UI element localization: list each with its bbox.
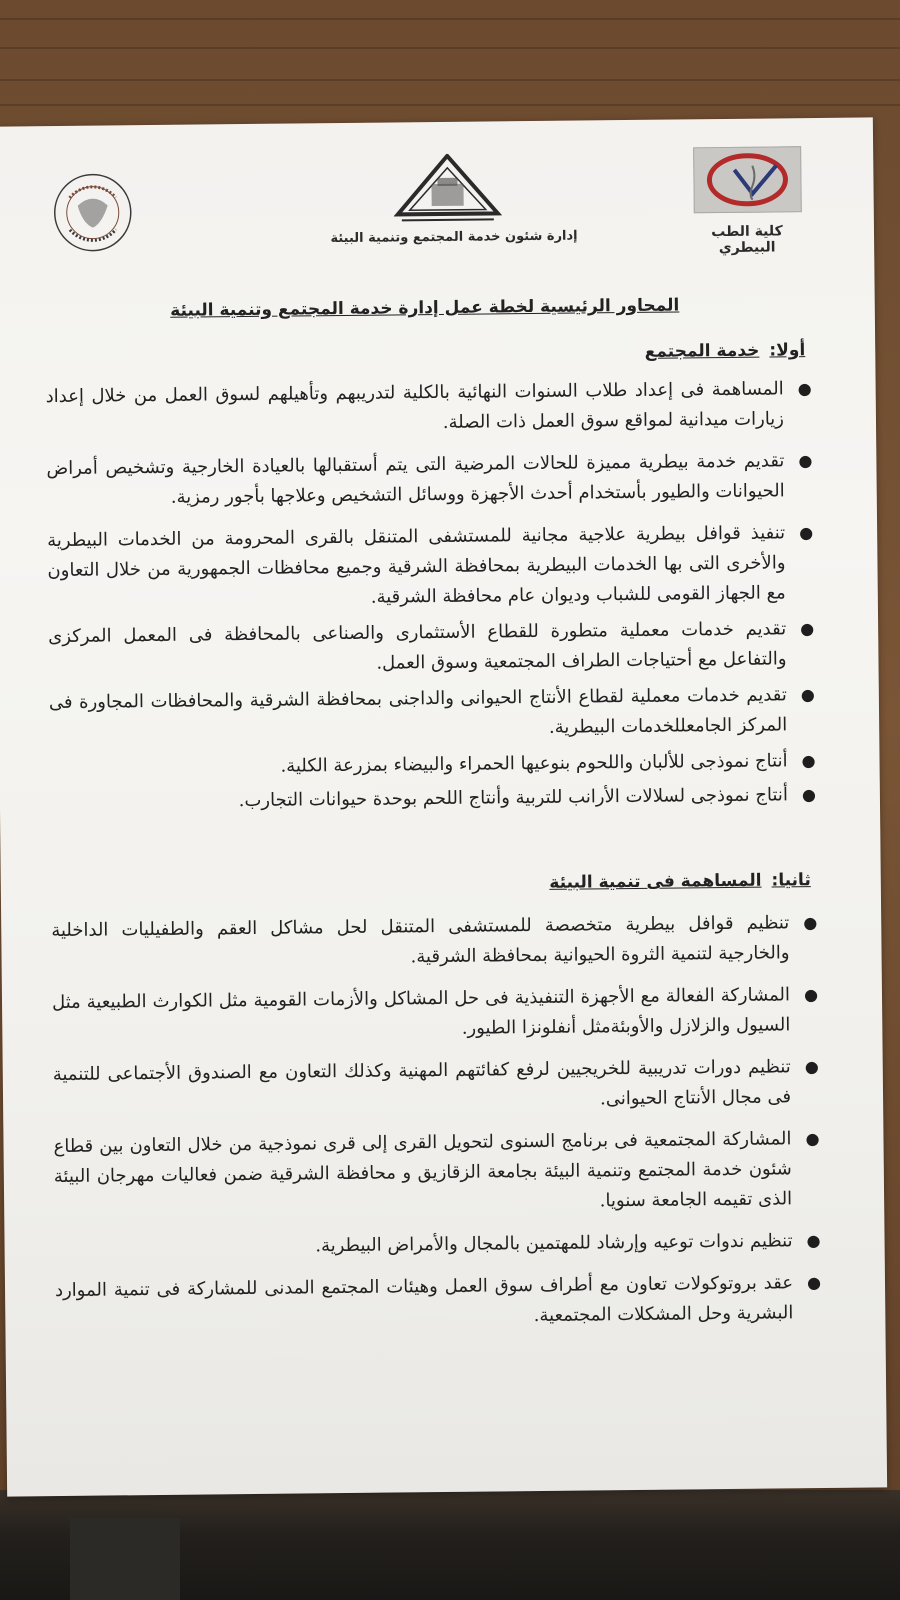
bullet-icon: ●: [806, 1273, 822, 1293]
list-item-text: المشاركة الفعالة مع الأجهزة التنفيذية فى حل المشاكل والأزمات القومية مثل الكوارث الطبيعية مثل السيول والزلازل والأوبئةمثل أنفلونزا الطيور.: [51, 984, 791, 1039]
section-title: المساهمة فى تنمية البيئة: [549, 870, 762, 893]
bullet-icon: ●: [800, 685, 815, 705]
bullet-icon: ●: [799, 523, 814, 543]
document-page: [0, 117, 887, 1496]
faculty-name: كلية الطب البيطري: [711, 223, 783, 257]
list-item-text: أنتاج نموذجى لسلالات الأرانب للتربية وأنتاج اللحم بوحدة حيوانات التجارب.: [238, 784, 789, 812]
bullet-icon: ●: [801, 785, 816, 805]
bullet-icon: ●: [800, 619, 815, 639]
bullet-icon: ●: [805, 1129, 820, 1149]
floor-tile: [70, 1518, 180, 1600]
list-item: [48, 614, 819, 682]
bullet-icon: ●: [803, 913, 818, 933]
list-item: [50, 780, 820, 818]
wood-grain: [0, 104, 900, 106]
list-item-text: المشاركة المجتمعية فى برنامج السنوى لتحويل القرى إلى قرى نموذجية من خلال التعاون بين قطاع شئون خدمة المجتمع وتنمية البيئة بجامعة الزقازيق و محافظة الشرقية ضمن فعاليات مهرجان البيئة الذى تقيمه الجامعة سنويا.: [53, 1128, 793, 1212]
university-emblem: [393, 153, 502, 224]
document-title: المحاور الرئيسية لخطة عمل إدارة خدمة المجتمع وتنمية البيئة: [170, 295, 680, 321]
bullet-icon: ●: [801, 751, 816, 771]
section-heading-community-service: [645, 340, 806, 362]
accreditation-seal: [49, 169, 136, 256]
list-item: [53, 1124, 824, 1222]
wood-grain: [0, 18, 900, 20]
list-item: [53, 1052, 824, 1120]
list-item: [51, 908, 822, 976]
list-item-text: تقديم خدمات معملية متطورة للقطاع الأستثمارى والصناعى بالمحافظة فى المعمل المركزى والتفاعل مع أحتياجات الطراف المجتمعية وسوق العمل.: [48, 618, 787, 674]
list-item: [55, 1268, 826, 1336]
section-number: أولا:: [769, 340, 806, 361]
list-item: [47, 518, 818, 616]
list-item-text: المساهمة فى إعداد طلاب السنوات النهائية بالكلية لتدريبهم وتأهيلهم لسوق العمل من خلال إعداد زيارات ميدانية لمواقع سوق العمل ذات الصلة.: [45, 378, 785, 433]
list-item: [49, 680, 820, 748]
list-item-text: تقديم خدمات معملية لقطاع الأنتاج الحيوانى والداجنى بمحافظة الشرقية والمحافظات المجاورة فى المركز الجامعللخدمات البيطرية.: [48, 684, 788, 738]
list-item-text: تنظيم ندوات توعيه وإرشاد للمهتمين بالمجال والأمراض البيطرية.: [315, 1230, 793, 1257]
list-item: [46, 374, 817, 442]
section-number: ثانيا:: [771, 870, 811, 891]
list-item: [52, 980, 823, 1048]
list-item-text: أنتاج نموذجى للألبان واللحوم بنوعيها الحمراء والبيضاء بمزرعة الكلية.: [280, 750, 788, 777]
list-item: [49, 746, 819, 784]
faculty-logo: [693, 146, 802, 213]
bullet-icon: ●: [798, 451, 813, 471]
list-item-text: تنفيذ قوافل بيطرية علاجية مجانية للمستشفى المتنقل بالقرى المحرومة من الخدمات البيطرية والأخرى التى بها الخدمات البيطرية بمحافظة الشرقية وجميع محافظات الجمهورية من خلال التعاون مع الجهاز القومى للشباب وديوان عام محافظة الشرقية.: [47, 522, 786, 608]
list-item-text: تنظيم قوافل بيطرية متخصصة للمستشفى المتنقل لحل مشاكل العقم والطفيليات الداخلية والخارجية لتنمية الثروة الحيوانية بمحافظة الشرقية.: [51, 912, 790, 968]
list-item: [46, 446, 817, 514]
section-heading-environment-development: [549, 870, 811, 893]
list-item-text: تنظيم دورات تدريبية للخريجيين لرفع كفائتهم المهنية وكذلك التعاون مع الصندوق الأجتماعى للتنمية فى مجال الأنتاج الحيوانى.: [52, 1056, 792, 1110]
section-title: خدمة المجتمع: [644, 340, 760, 362]
list-item-text: تقديم خدمة بيطرية مميزة للحالات المرضية التى يتم أستقبالها بالعيادة الخارجية وتشخيص أمراض الحيوانات والطيور بأستخدام أحدث الأجهزة ووسائل التشخيص وعلاجها بأجور رمزية.: [46, 450, 785, 508]
bullet-icon: ●: [806, 1231, 821, 1251]
bullet-icon: ●: [804, 1057, 819, 1077]
bullet-icon: ●: [797, 379, 812, 399]
community-service-list: [46, 374, 821, 818]
environment-development-list: [51, 908, 825, 1336]
bullet-icon: ●: [803, 985, 819, 1005]
list-item: [54, 1226, 824, 1264]
department-name: إدارة شئون خدمة المجتمع وتنمية البيئة: [330, 228, 578, 247]
wood-grain: [0, 79, 900, 81]
list-item-text: عقد بروتوكولات تعاون مع أطراف سوق العمل وهيئات المجتمع المدنى للمشاركة فى تنمية الموارد البشرية وحل المشكلات المجتمعية.: [54, 1272, 794, 1327]
wood-grain: [0, 47, 900, 49]
